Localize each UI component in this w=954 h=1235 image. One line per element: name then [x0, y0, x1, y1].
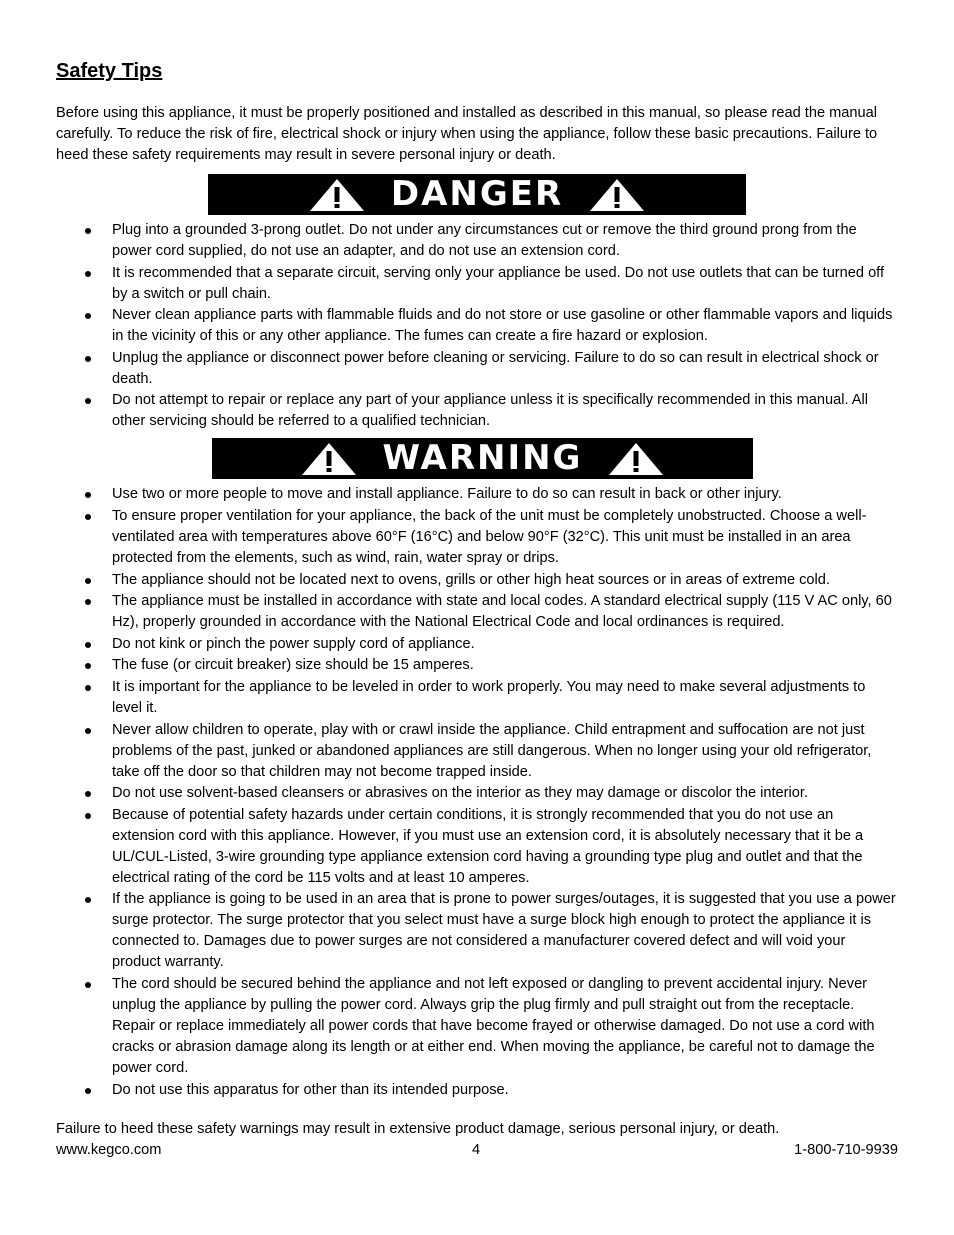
page-title: Safety Tips [56, 60, 163, 82]
bullet-icon [85, 1088, 91, 1094]
footer-website: www.kegco.com [56, 1141, 162, 1158]
warning-list [56, 484, 898, 1100]
intro-paragraph: Before using this appliance, it must be properly positioned and installed as described in this manual, so please read the manual carefully. To reduce the risk of fire, electrical shock or injury when using the appliance, follow these basic precautions. Failure to heed these safety requirements may result in severe personal injury or death. [56, 105, 878, 163]
bullet-icon [85, 728, 91, 734]
list-item: Use two or more people to move and install appliance. Failure to do so can result in back or other injury. [56, 484, 898, 505]
warning-triangle-icon [301, 442, 357, 476]
manual-page [56, 58, 898, 1161]
danger-label: DANGER [390, 174, 564, 214]
page-footer [56, 1140, 898, 1161]
list-item: Never allow children to operate, play with or crawl inside the appliance. Child entrapment and suffocation are not just problems of the past, junked or abandoned appliances are still dangerous. When no longer using your old refrigerator, take off the door so that children may not become trapped inside. [56, 720, 898, 783]
list-item: The appliance must be installed in accordance with state and local codes. A standard electrical supply (115 V AC only, 60 Hz), properly grounded in accordance with the National Electrical Code and local ordinances is required. [56, 591, 898, 633]
warning-triangle-icon [608, 442, 664, 476]
bullet-icon [85, 791, 91, 797]
list-item: Never clean appliance parts with flammable fluids and do not store or use gasoline or other flammable vapors and liquids in the vicinity of this or any other appliance. The fumes can create a fire hazard or explosion. [56, 305, 898, 347]
bullet-icon [85, 642, 91, 648]
bullet-icon [85, 897, 91, 903]
footer-page-number: 4 [472, 1141, 481, 1158]
bullet-icon [85, 578, 91, 584]
bullet-icon [85, 599, 91, 605]
list-item: Do not use solvent-based cleansers or abrasives on the interior as they may damage or discolor the interior. [56, 783, 898, 804]
list-item: The appliance should not be located next to ovens, grills or other high heat sources or in areas of extreme cold. [56, 570, 898, 591]
warning-triangle-icon [589, 178, 645, 212]
list-item: Unplug the appliance or disconnect power before cleaning or servicing. Failure to do so can result in electrical shock or death. [56, 348, 898, 390]
list-item: Do not attempt to repair or replace any part of your appliance unless it is specifically recommended in this manual. All other servicing should be referred to a qualified technician. [56, 390, 898, 432]
warning-label: WARNING [382, 438, 583, 479]
list-item: The cord should be secured behind the appliance and not left exposed or dangling to prevent accidental injury. Never unplug the appliance by pulling the power cord. Always grip the plug firmly and pull straight out from the receptacle. Repair or replace immediately all power cords that have become frayed or otherwise damaged. Do not use a cord with cracks or abrasion damage along its length or at either end. When moving the appliance, be careful not to damage the power cord. [56, 974, 898, 1079]
list-item: The fuse (or circuit breaker) size should be 15 amperes. [56, 655, 898, 676]
closing-paragraph: Failure to heed these safety warnings may result in extensive product damage, serious personal injury, or death. [56, 1120, 780, 1137]
list-item: If the appliance is going to be used in an area that is prone to power surges/outages, it is suggested that you use a power surge protector. The surge protector that you select must have a surge block high enough to protect the appliance it is connected to. Damages due to power surges are not considered a manufacturer covered defect and will void your product warranty. [56, 889, 898, 973]
list-item: Because of potential safety hazards under certain conditions, it is strongly recommended that you do not use an extension cord with this appliance. However, if you must use an extension cord, it is absolutely necessary that it be a UL/CUL-Listed, 3-wire grounding type appliance extension cord having a grounding type plug and outlet and that the electrical rating of the cord be 115 volts and at least 10 amperes. [56, 805, 898, 889]
bullet-icon [85, 982, 91, 988]
footer-phone: 1-800-710-9939 [794, 1141, 898, 1158]
bullet-icon [85, 398, 91, 404]
bullet-icon [85, 685, 91, 691]
warning-triangle-icon [309, 178, 365, 212]
bullet-icon [85, 271, 91, 277]
list-item: It is important for the appliance to be leveled in order to work properly. You may need to make several adjustments to level it. [56, 677, 898, 719]
danger-banner [208, 174, 746, 215]
warning-banner [212, 438, 753, 479]
danger-list [56, 220, 898, 432]
bullet-icon [85, 313, 91, 319]
list-item: Do not use this apparatus for other than its intended purpose. [56, 1080, 898, 1101]
list-item: Plug into a grounded 3-prong outlet. Do not under any circumstances cut or remove the third ground prong from the power cord supplied, do not use an adapter, and do not use an extension cord. [56, 220, 898, 262]
bullet-icon [85, 356, 91, 362]
list-item: It is recommended that a separate circuit, serving only your appliance be used. Do not use outlets that can be turned off by a switch or pull chain. [56, 263, 898, 305]
bullet-icon [85, 514, 91, 520]
bullet-icon [85, 663, 91, 669]
list-item: Do not kink or pinch the power supply cord of appliance. [56, 634, 898, 655]
bullet-icon [85, 492, 91, 498]
bullet-icon [85, 813, 91, 819]
bullet-icon [85, 228, 91, 234]
list-item: To ensure proper ventilation for your appliance, the back of the unit must be completely unobstructed. Choose a well-ventilated area with temperatures above 60°F (16°C) and below 90°F (32°C). This unit must be installed in an area protected from the elements, such as wind, rain, water spray or drips. [56, 506, 898, 569]
